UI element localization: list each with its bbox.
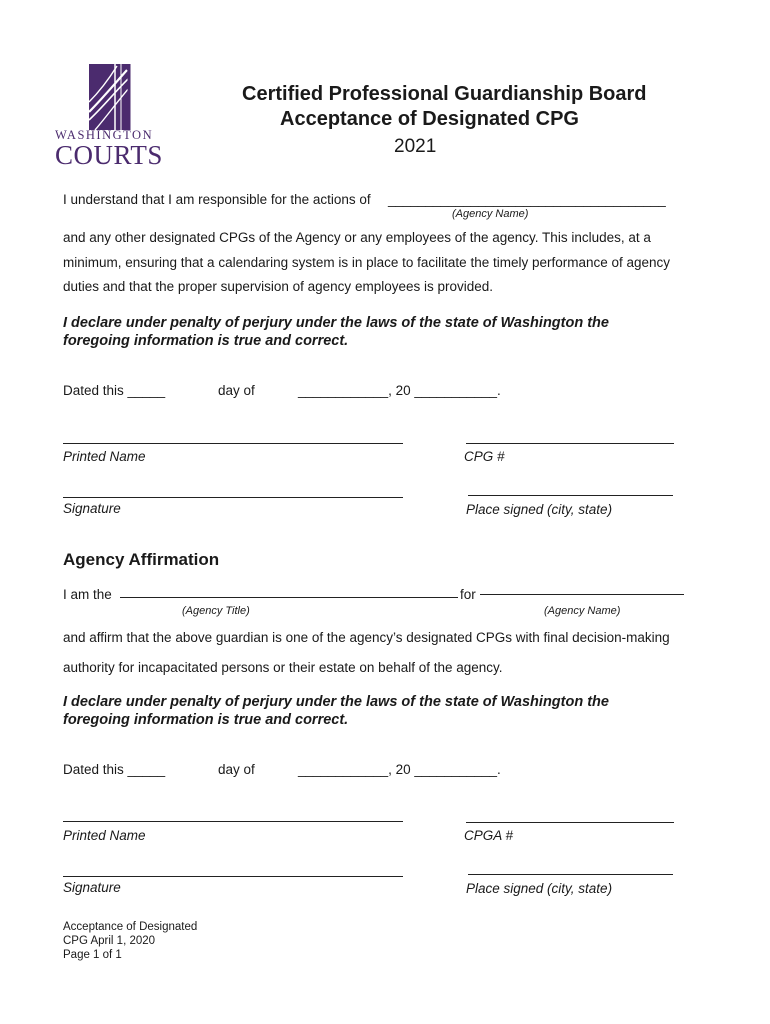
agency-name-caption: (Agency Name) — [452, 208, 529, 220]
printed-name-line[interactable] — [63, 443, 403, 444]
washington-courts-logo — [55, 62, 170, 170]
form-year: 2021 — [394, 136, 437, 157]
agency-name-field[interactable]: _____________________________________ — [388, 192, 666, 207]
day-of-label: day of — [218, 383, 255, 398]
month-year-field[interactable]: ____________, 20 ___________. — [298, 383, 501, 398]
printed-name-line[interactable] — [63, 821, 403, 822]
footer-line: Page 1 of 1 — [63, 949, 122, 961]
signature-line[interactable] — [63, 876, 403, 877]
agency-name-caption: (Agency Name) — [544, 605, 621, 617]
responsible-text: I understand that I am responsible for the actions of — [63, 192, 371, 207]
signature-line[interactable] — [63, 497, 403, 498]
cpg-number-label: CPG # — [464, 449, 505, 464]
declaration-line: foregoing information is true and correct. — [63, 333, 349, 349]
paragraph-line: and any other designated CPGs of the Agency or any employees of the agency. This includes, at a — [63, 230, 651, 245]
paragraph-line: duties and that the proper supervision of agency employees is provided. — [63, 279, 494, 294]
cpg-number-line[interactable] — [466, 443, 674, 444]
footer-line: CPG April 1, 2020 — [63, 935, 156, 947]
month-year-field[interactable]: ____________, 20 ___________. — [298, 762, 501, 777]
logo-line1: WASHINGTON — [55, 128, 154, 142]
place-signed-label: Place signed (city, state) — [466, 502, 613, 517]
dated-this-field[interactable]: Dated this _____ — [63, 383, 166, 398]
page-footer — [63, 920, 197, 962]
signature-label: Signature — [63, 501, 121, 516]
paragraph-line: minimum, ensuring that a calendaring system is in place to facilitate the timely performance of agency — [63, 255, 671, 270]
i-am-the-label: I am the — [63, 587, 112, 602]
place-signed-line[interactable] — [468, 495, 673, 496]
section-heading: Agency Affirmation — [63, 550, 220, 569]
declaration-line: foregoing information is true and correct. — [63, 712, 349, 728]
form-subtitle: Acceptance of Designated CPG — [280, 108, 579, 130]
courts-emblem-icon — [55, 62, 170, 132]
agency-title-caption: (Agency Title) — [182, 605, 250, 617]
for-label: for — [460, 587, 476, 602]
agency-name-line[interactable] — [480, 594, 684, 595]
place-signed-line[interactable] — [468, 874, 673, 875]
declaration-line: I declare under penalty of perjury under the laws of the state of Washington the — [63, 315, 609, 331]
paragraph-line: and affirm that the above guardian is one of the agency’s designated CPGs with final decision-making — [63, 630, 670, 645]
signature-label: Signature — [63, 880, 121, 895]
cpga-number-line[interactable] — [466, 822, 674, 823]
footer-line: Acceptance of Designated — [63, 921, 198, 933]
cpga-number-label: CPGA # — [464, 828, 514, 843]
agency-title-line[interactable] — [120, 597, 458, 598]
printed-name-label: Printed Name — [63, 449, 146, 464]
paragraph-line: authority for incapacitated persons or their estate on behalf of the agency. — [63, 660, 503, 675]
declaration-line: I declare under penalty of perjury under the laws of the state of Washington the — [63, 694, 609, 710]
form-title: Certified Professional Guardianship Board — [242, 83, 647, 105]
logo-line2: COURTS — [55, 140, 163, 170]
dated-this-field[interactable]: Dated this _____ — [63, 762, 166, 777]
place-signed-label: Place signed (city, state) — [466, 881, 613, 896]
day-of-label: day of — [218, 762, 255, 777]
printed-name-label: Printed Name — [63, 828, 146, 843]
